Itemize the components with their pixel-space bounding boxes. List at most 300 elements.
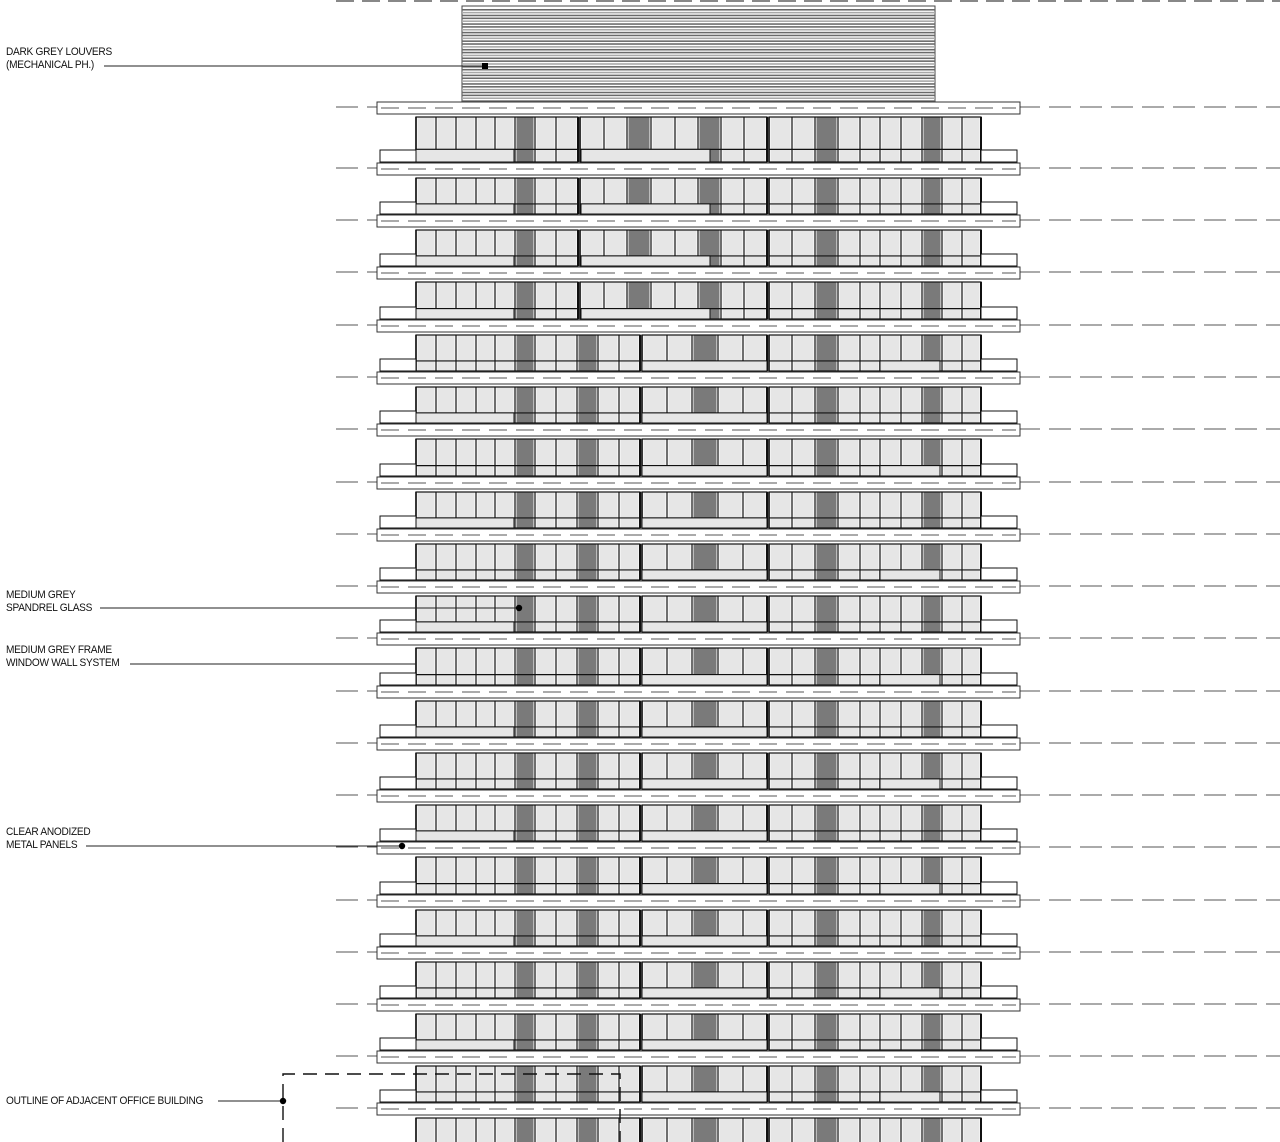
vision-glass-panel xyxy=(458,962,475,998)
window-bay xyxy=(416,439,640,476)
window-bay xyxy=(769,492,981,528)
vision-glass-panel xyxy=(964,596,980,632)
vision-glass-panel xyxy=(458,648,475,685)
spandrel-glass-panel xyxy=(517,962,534,998)
spandrel-glass-panel xyxy=(924,805,941,841)
vision-glass-panel xyxy=(840,178,859,214)
vision-glass-panel xyxy=(882,596,900,632)
side-fin-left xyxy=(380,725,416,737)
vision-glass-panel xyxy=(944,962,961,998)
louver-blade xyxy=(462,75,935,77)
vision-glass-panel xyxy=(771,648,791,685)
vision-glass-panel xyxy=(600,910,618,946)
vision-glass-panel xyxy=(882,387,900,423)
vision-glass-panel xyxy=(600,857,618,894)
vision-glass-panel xyxy=(882,492,900,528)
spandrel-glass-panel xyxy=(817,492,837,528)
metal-guard-panel xyxy=(880,988,940,998)
vision-glass-panel xyxy=(903,117,921,162)
vision-glass-panel xyxy=(478,1118,494,1142)
vision-glass-panel xyxy=(537,648,555,685)
vision-glass-panel xyxy=(558,1066,576,1102)
spandrel-glass-panel xyxy=(924,910,941,946)
vision-glass-panel xyxy=(944,387,961,423)
vision-glass-panel xyxy=(723,282,743,319)
spandrel-glass-panel xyxy=(817,910,837,946)
vision-glass-panel xyxy=(964,753,980,789)
vision-glass-panel xyxy=(862,1014,879,1050)
spandrel-glass-panel xyxy=(817,439,837,476)
vision-glass-panel xyxy=(771,439,791,476)
vision-glass-panel xyxy=(537,1118,555,1142)
metal-guard-panel xyxy=(642,361,767,371)
spandrel-glass-panel xyxy=(817,753,837,789)
vision-glass-panel xyxy=(600,492,618,528)
side-fin-right xyxy=(981,1090,1017,1102)
vision-glass-panel xyxy=(903,282,921,319)
side-fin-left xyxy=(380,202,416,214)
vision-glass-panel xyxy=(458,753,475,789)
metal-guard-panel xyxy=(581,309,710,319)
floor-window-wall xyxy=(380,701,1017,737)
vision-glass-panel xyxy=(537,805,555,841)
louver-blade xyxy=(462,97,935,99)
vision-glass-panel xyxy=(794,1014,814,1050)
vision-glass-panel xyxy=(418,335,435,371)
metal-guard-panel xyxy=(880,884,940,894)
vision-glass-panel xyxy=(537,387,555,423)
vision-glass-panel xyxy=(903,596,921,632)
vision-glass-panel xyxy=(558,753,576,789)
spandrel-glass-panel xyxy=(579,962,597,998)
spandrel-glass-panel xyxy=(579,753,597,789)
louver-blade xyxy=(462,29,935,31)
spandrel-glass-panel xyxy=(579,544,597,580)
side-fin-left xyxy=(380,986,416,998)
metal-guard-panel xyxy=(416,149,514,162)
vision-glass-panel xyxy=(746,230,766,266)
window-bay xyxy=(769,387,981,423)
vision-glass-panel xyxy=(944,178,961,214)
vision-glass-panel xyxy=(537,230,555,266)
vision-glass-panel xyxy=(537,178,555,214)
spandrel-glass-panel xyxy=(517,701,534,737)
vision-glass-panel xyxy=(600,1066,618,1102)
metal-guard-panel xyxy=(416,204,514,214)
leader-marker-icon xyxy=(399,843,405,849)
spandrel-glass-panel xyxy=(517,492,534,528)
vision-glass-panel xyxy=(862,753,879,789)
label-adjacent-building xyxy=(6,1095,203,1108)
vision-glass-panel xyxy=(600,962,618,998)
vision-glass-panel xyxy=(458,857,475,894)
metal-guard-panel xyxy=(880,779,940,789)
vision-glass-panel xyxy=(862,1066,879,1102)
vision-glass-panel xyxy=(944,805,961,841)
vision-glass-panel xyxy=(862,492,879,528)
vision-glass-panel xyxy=(964,544,980,580)
metal-guard-panel xyxy=(416,309,514,319)
leader-marker-icon xyxy=(516,605,522,611)
spandrel-glass-panel xyxy=(924,117,941,162)
side-fin-right xyxy=(981,882,1017,894)
vision-glass-panel xyxy=(537,596,555,632)
louver-blade xyxy=(462,15,935,17)
metal-guard-panel xyxy=(416,831,514,841)
metal-guard-panel xyxy=(416,518,514,528)
vision-glass-panel xyxy=(903,1118,921,1142)
vision-glass-panel xyxy=(558,335,576,371)
window-bay xyxy=(769,178,981,214)
vision-glass-panel xyxy=(964,230,980,266)
louver-blade xyxy=(462,60,935,62)
vision-glass-panel xyxy=(600,387,618,423)
window-bay xyxy=(769,805,981,841)
window-bay xyxy=(416,753,640,789)
vision-glass-panel xyxy=(621,1066,639,1102)
vision-glass-panel xyxy=(862,544,879,580)
louver-blade xyxy=(462,32,935,34)
vision-glass-panel xyxy=(621,910,639,946)
vision-glass-panel xyxy=(558,857,576,894)
window-bay xyxy=(416,857,640,894)
metal-guard-panel xyxy=(642,1040,767,1050)
vision-glass-panel xyxy=(944,857,961,894)
label-line: METAL PANELS xyxy=(6,839,78,851)
vision-glass-panel xyxy=(478,857,494,894)
metal-guard-panel xyxy=(416,256,514,266)
window-bay xyxy=(769,117,981,162)
metal-guard-panel xyxy=(642,884,767,894)
vision-glass-panel xyxy=(537,439,555,476)
vision-glass-panel xyxy=(794,648,814,685)
metal-guard-panel xyxy=(581,149,710,162)
vision-glass-panel xyxy=(418,544,435,580)
label-line: MEDIUM GREY xyxy=(6,589,76,601)
metal-guard-panel xyxy=(642,1092,767,1102)
spandrel-glass-panel xyxy=(579,857,597,894)
vision-glass-panel xyxy=(478,335,494,371)
side-fin-right xyxy=(981,934,1017,946)
floor-window-wall xyxy=(380,753,1017,789)
floor-window-wall xyxy=(380,910,1017,946)
floor-window-wall xyxy=(380,178,1017,214)
floor-window-wall xyxy=(380,439,1017,476)
side-fin-left xyxy=(380,829,416,841)
spandrel-glass-panel xyxy=(817,1014,837,1050)
metal-guard-panel xyxy=(642,622,767,632)
louver-blade xyxy=(462,35,935,37)
label-line: OUTLINE OF ADJACENT OFFICE BUILDING xyxy=(6,1095,204,1107)
louver-blade xyxy=(462,89,935,91)
vision-glass-panel xyxy=(840,910,859,946)
vision-glass-panel xyxy=(944,648,961,685)
vision-glass-panel xyxy=(944,117,961,162)
window-bay xyxy=(769,544,981,580)
vision-glass-panel xyxy=(600,1118,618,1142)
vision-glass-panel xyxy=(964,648,980,685)
side-fin-right xyxy=(981,986,1017,998)
window-bay xyxy=(769,596,981,632)
window-bay xyxy=(416,544,640,580)
side-fin-left xyxy=(380,934,416,946)
metal-guard-panel xyxy=(642,675,767,685)
vision-glass-panel xyxy=(621,1118,639,1142)
window-bay xyxy=(769,1014,981,1050)
label-line: DARK GREY LOUVERS xyxy=(6,46,112,58)
vision-glass-panel xyxy=(964,282,980,319)
side-fin-right xyxy=(981,254,1017,266)
vision-glass-panel xyxy=(903,701,921,737)
vision-glass-panel xyxy=(537,1014,555,1050)
vision-glass-panel xyxy=(558,544,576,580)
louver-blade xyxy=(462,83,935,85)
vision-glass-panel xyxy=(862,648,879,685)
vision-glass-panel xyxy=(438,439,455,476)
side-fin-left xyxy=(380,673,416,685)
vision-glass-panel xyxy=(903,805,921,841)
vision-glass-panel xyxy=(840,117,859,162)
spandrel-glass-panel xyxy=(517,544,534,580)
side-fin-right xyxy=(981,725,1017,737)
vision-glass-panel xyxy=(944,1118,961,1142)
louver-blade xyxy=(462,43,935,45)
vision-glass-panel xyxy=(862,335,879,371)
side-fin-right xyxy=(981,777,1017,789)
vision-glass-panel xyxy=(771,857,791,894)
louver-blade xyxy=(462,69,935,71)
vision-glass-panel xyxy=(438,753,455,789)
side-fin-left xyxy=(380,254,416,266)
label-line: WINDOW WALL SYSTEM xyxy=(6,657,120,669)
window-bay xyxy=(769,910,981,946)
spandrel-glass-panel xyxy=(817,857,837,894)
side-fin-right xyxy=(981,359,1017,371)
vision-glass-panel xyxy=(621,648,639,685)
spandrel-glass-panel xyxy=(517,910,534,946)
window-bay xyxy=(769,1118,981,1142)
spandrel-glass-panel xyxy=(924,596,941,632)
vision-glass-panel xyxy=(903,230,921,266)
vision-glass-panel xyxy=(964,387,980,423)
spandrel-glass-panel xyxy=(924,1118,941,1142)
side-fin-right xyxy=(981,673,1017,685)
spandrel-glass-panel xyxy=(924,387,941,423)
vision-glass-panel xyxy=(418,1118,435,1142)
vision-glass-panel xyxy=(771,1066,791,1102)
vision-glass-panel xyxy=(964,962,980,998)
side-fin-left xyxy=(380,620,416,632)
spandrel-glass-panel xyxy=(517,805,534,841)
vision-glass-panel xyxy=(794,805,814,841)
vision-glass-panel xyxy=(882,178,900,214)
vision-glass-panel xyxy=(882,910,900,946)
louver-blade xyxy=(462,52,935,54)
louver-blade xyxy=(462,92,935,94)
vision-glass-panel xyxy=(600,805,618,841)
spandrel-glass-panel xyxy=(517,439,534,476)
vision-glass-panel xyxy=(537,910,555,946)
vision-glass-panel xyxy=(840,335,859,371)
spandrel-glass-panel xyxy=(817,387,837,423)
metal-guard-panel xyxy=(581,204,710,214)
spandrel-glass-panel xyxy=(817,1118,837,1142)
spandrel-glass-panel xyxy=(924,701,941,737)
vision-glass-panel xyxy=(621,962,639,998)
vision-glass-panel xyxy=(558,492,576,528)
label-spandrel-glass xyxy=(6,589,92,615)
vision-glass-panel xyxy=(862,962,879,998)
louver-blade xyxy=(462,40,935,42)
louver-blade xyxy=(462,95,935,97)
metal-guard-panel xyxy=(642,779,767,789)
vision-glass-panel xyxy=(840,387,859,423)
vision-glass-panel xyxy=(862,1118,879,1142)
louver-blade xyxy=(462,80,935,82)
spandrel-glass-panel xyxy=(579,701,597,737)
vision-glass-panel xyxy=(862,596,879,632)
vision-glass-panel xyxy=(497,857,514,894)
vision-glass-panel xyxy=(771,335,791,371)
vision-glass-panel xyxy=(537,117,555,162)
vision-glass-panel xyxy=(944,282,961,319)
spandrel-glass-panel xyxy=(517,596,534,632)
vision-glass-panel xyxy=(944,230,961,266)
side-fin-left xyxy=(380,882,416,894)
vision-glass-panel xyxy=(794,230,814,266)
side-fin-left xyxy=(380,359,416,371)
spandrel-glass-panel xyxy=(517,387,534,423)
vision-glass-panel xyxy=(458,439,475,476)
vision-glass-panel xyxy=(723,178,743,214)
vision-glass-panel xyxy=(558,805,576,841)
vision-glass-panel xyxy=(621,596,639,632)
floor-window-wall xyxy=(380,1066,1017,1102)
louver-blade xyxy=(462,86,935,88)
vision-glass-panel xyxy=(903,492,921,528)
louver-blade xyxy=(462,66,935,68)
vision-glass-panel xyxy=(862,439,879,476)
vision-glass-panel xyxy=(600,439,618,476)
vision-glass-panel xyxy=(478,753,494,789)
vision-glass-panel xyxy=(840,648,859,685)
vision-glass-panel xyxy=(771,230,791,266)
vision-glass-panel xyxy=(964,1118,980,1142)
floor-window-wall xyxy=(380,857,1017,894)
vision-glass-panel xyxy=(418,1066,435,1102)
vision-glass-panel xyxy=(497,544,514,580)
vision-glass-panel xyxy=(558,962,576,998)
window-bay xyxy=(769,439,981,476)
vision-glass-panel xyxy=(621,805,639,841)
spandrel-glass-panel xyxy=(579,1066,597,1102)
louver-blade xyxy=(462,72,935,74)
louver-blade xyxy=(462,23,935,25)
vision-glass-panel xyxy=(794,962,814,998)
vision-glass-panel xyxy=(478,648,494,685)
vision-glass-panel xyxy=(794,910,814,946)
spandrel-glass-panel xyxy=(817,335,837,371)
vision-glass-panel xyxy=(438,962,455,998)
vision-glass-panel xyxy=(558,282,577,319)
vision-glass-panel xyxy=(964,492,980,528)
side-fin-right xyxy=(981,202,1017,214)
metal-guard-panel xyxy=(642,988,767,998)
vision-glass-panel xyxy=(771,962,791,998)
window-bay xyxy=(416,1118,640,1142)
spandrel-glass-panel xyxy=(579,648,597,685)
side-fin-left xyxy=(380,1038,416,1050)
vision-glass-panel xyxy=(497,335,514,371)
vision-glass-panel xyxy=(771,178,791,214)
floor-window-wall xyxy=(380,1014,1017,1050)
spandrel-glass-panel xyxy=(579,910,597,946)
window-bay xyxy=(769,335,981,371)
vision-glass-panel xyxy=(621,439,639,476)
metal-guard-panel xyxy=(880,1092,940,1102)
side-fin-right xyxy=(981,464,1017,476)
vision-glass-panel xyxy=(794,1066,814,1102)
vision-glass-panel xyxy=(840,805,859,841)
spandrel-glass-panel xyxy=(517,1066,534,1102)
vision-glass-panel xyxy=(418,857,435,894)
spandrel-glass-panel xyxy=(817,648,837,685)
vision-glass-panel xyxy=(497,962,514,998)
floor-window-wall xyxy=(380,1118,1017,1142)
vision-glass-panel xyxy=(862,230,879,266)
floor-window-wall xyxy=(380,387,1017,423)
mechanical-penthouse-louvers xyxy=(462,6,935,105)
spandrel-glass-panel xyxy=(517,117,534,162)
vision-glass-panel xyxy=(794,282,814,319)
spandrel-glass-panel xyxy=(579,1014,597,1050)
spandrel-glass-panel xyxy=(817,962,837,998)
louver-blade xyxy=(462,26,935,28)
louver-blade xyxy=(462,55,935,57)
vision-glass-panel xyxy=(771,701,791,737)
label-louvers xyxy=(6,46,112,72)
vision-glass-panel xyxy=(903,1014,921,1050)
window-bay xyxy=(769,648,981,685)
vision-glass-panel xyxy=(862,178,879,214)
vision-glass-panel xyxy=(621,701,639,737)
floor-window-wall xyxy=(380,282,1017,319)
side-fin-left xyxy=(380,464,416,476)
vision-glass-panel xyxy=(745,1118,766,1142)
spandrel-glass-panel xyxy=(817,178,837,214)
vision-glass-panel xyxy=(621,387,639,423)
vision-glass-panel xyxy=(794,117,814,162)
side-fin-left xyxy=(380,307,416,319)
floor-window-wall xyxy=(380,492,1017,528)
vision-glass-panel xyxy=(771,1014,791,1050)
label-line: MEDIUM GREY FRAME xyxy=(6,644,112,656)
spandrel-glass-panel xyxy=(924,492,941,528)
vision-glass-panel xyxy=(882,1014,900,1050)
spandrel-glass-panel xyxy=(517,648,534,685)
vision-glass-panel xyxy=(418,439,435,476)
louver-blade xyxy=(462,20,935,22)
window-bay xyxy=(769,701,981,737)
vision-glass-panel xyxy=(621,1014,639,1050)
vision-glass-panel xyxy=(537,544,555,580)
vision-glass-panel xyxy=(438,544,455,580)
vision-glass-panel xyxy=(558,910,576,946)
spandrel-glass-panel xyxy=(817,230,837,266)
spandrel-glass-panel xyxy=(817,701,837,737)
vision-glass-panel xyxy=(964,1014,980,1050)
side-fin-right xyxy=(981,411,1017,423)
